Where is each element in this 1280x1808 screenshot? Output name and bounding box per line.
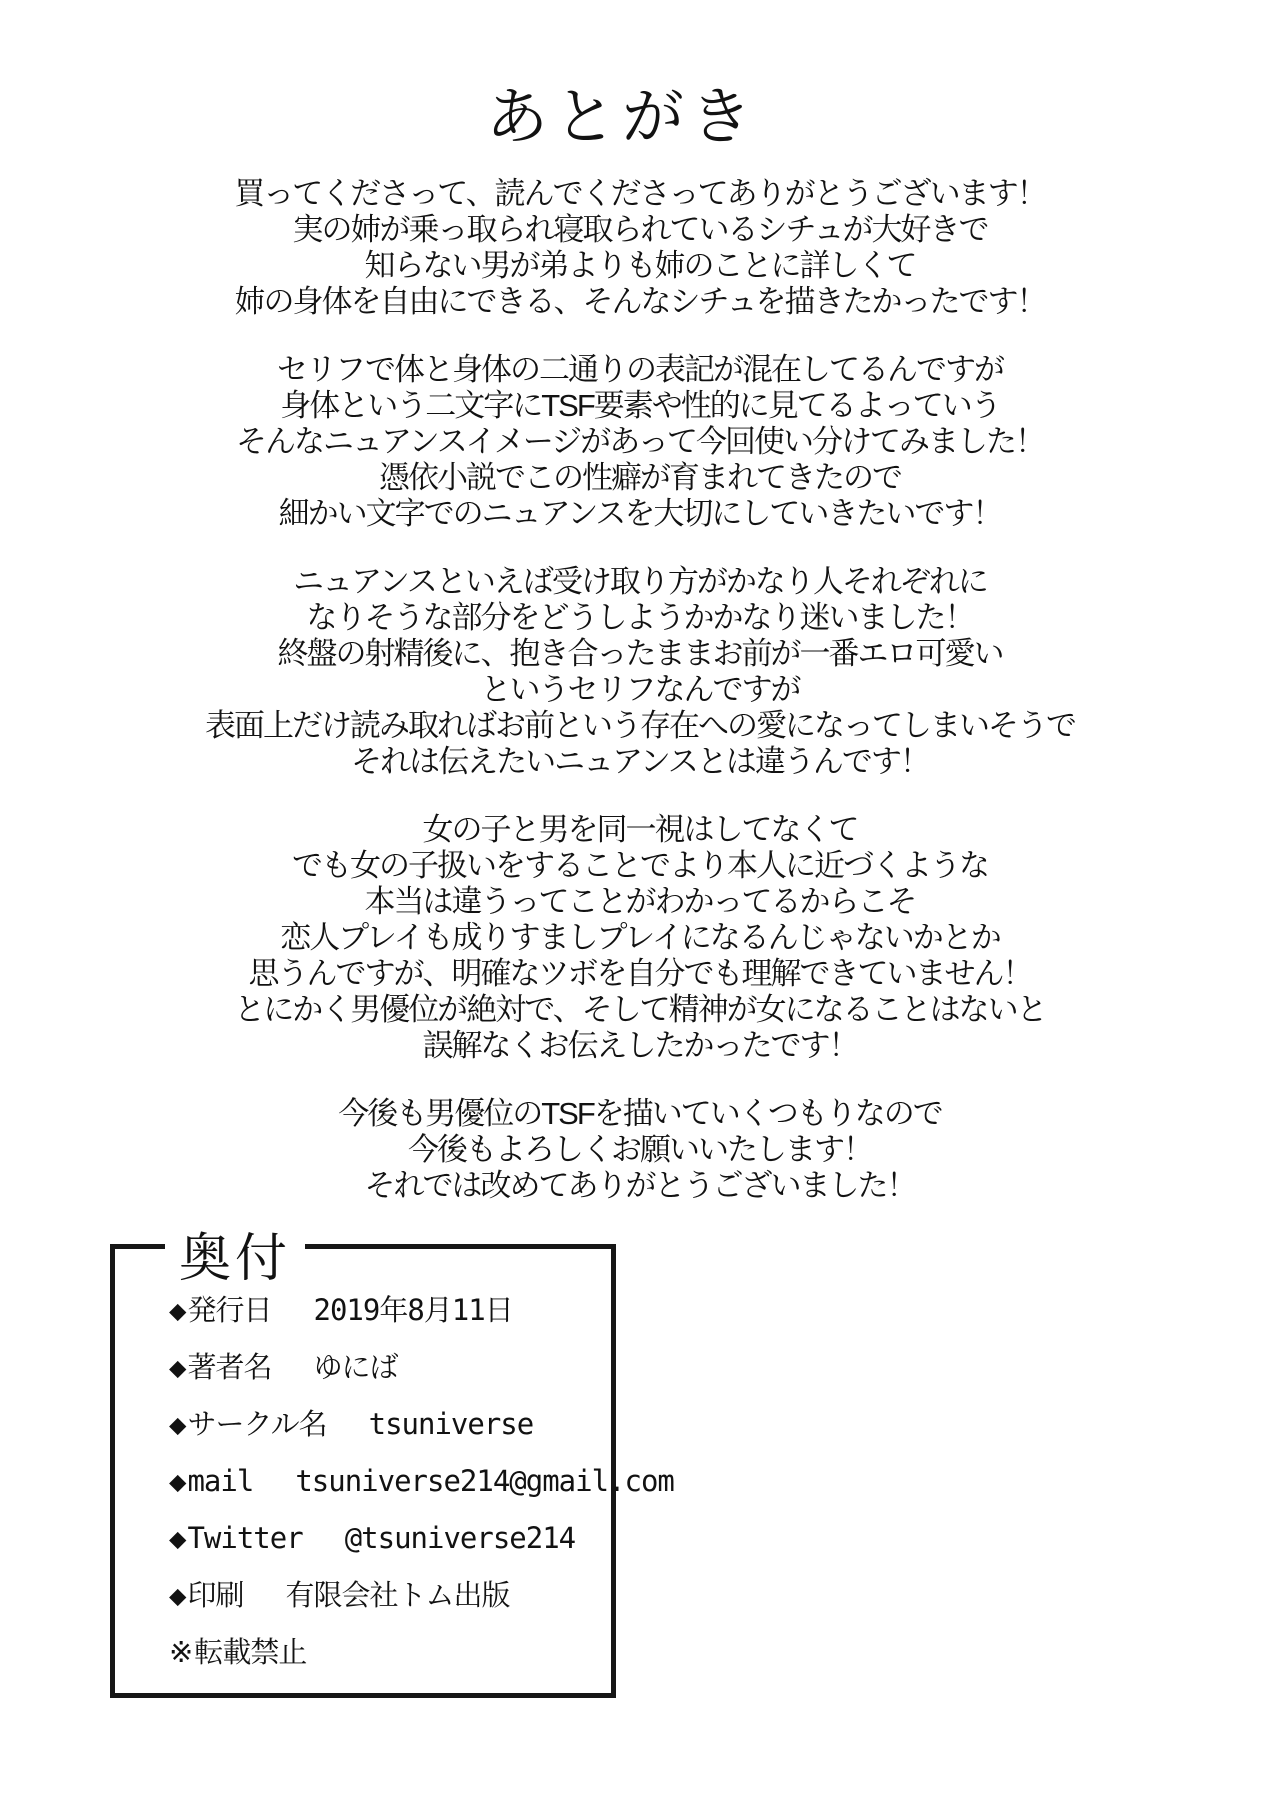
text-line: 知らない男が弟よりも姉のことに詳しくて [364,248,916,283]
colophon-row-printer [169,1567,601,1624]
paragraph-closing [0,1096,1280,1204]
colophon-value: 2019年8月11日 [313,1293,513,1327]
diamond-bullet-icon: ◆ [169,1350,186,1384]
colophon-row-author [169,1339,601,1396]
diamond-bullet-icon: ◆ [169,1521,186,1555]
colophon-box [110,1230,674,1698]
colophon-value: tsuniverse214@gmail.com [295,1464,674,1498]
colophon-row-twitter [169,1510,601,1567]
colophon-value: 有限会社トム出版 [285,1578,510,1612]
text-line: 女の子と男を同一視はしてなくて [422,812,858,847]
text-line: 思うんですが、明確なツボを自分でも理解できていません！ [248,956,1032,991]
text-line: 今後も男優位のTSFを描いていくつもりなので [338,1096,942,1131]
diamond-bullet-icon: ◆ [169,1407,186,1441]
colophon-label: 著者名 [187,1350,272,1384]
paragraph-nuance [0,564,1280,780]
text-line: 今後もよろしくお願いいたします！ [408,1132,872,1167]
colophon-value: ゆにば [313,1350,398,1384]
text-line: 憑依小説でこの性癖が育まれてきたので [379,460,901,495]
text-line: 誤解なくお伝えしたかったです！ [422,1028,858,1063]
text-line: 姉の身体を自由にできる、そんなシチュを描きたかったです！ [234,284,1046,319]
text-line: それでは改めてありがとうございました！ [364,1168,916,1203]
text-line: 実の姉が乗っ取られ寝取られているシチュが大好きで [292,212,988,247]
colophon-label: 発行日 [187,1293,272,1327]
colophon-label: 印刷 [187,1578,244,1612]
paragraph-notation [0,352,1280,532]
text-line: 買ってくださって、読んでくださってありがとうございます！ [234,176,1046,211]
colophon-value: tsuniverse [368,1407,534,1441]
page-title: あとがき [485,83,758,152]
colophon-row-no-reproduction [169,1624,601,1681]
reference-mark-icon: ※ [169,1635,193,1669]
text-line: でも女の子扱いをすることでより本人に近づくような [292,848,988,883]
colophon-label: サークル名 [187,1407,327,1441]
diamond-bullet-icon: ◆ [169,1293,186,1327]
colophon-label: 転載禁止 [194,1635,307,1669]
text-line: セリフで体と身体の二通りの表記が混在してるんですが [277,352,1003,387]
colophon-row-circle [169,1396,601,1453]
text-line: 細かい文字でのニュアンスを大切にしていきたいです！ [278,496,1002,531]
diamond-bullet-icon: ◆ [169,1464,186,1498]
paragraph-thanks [0,176,1280,320]
text-line: なりそうな部分をどうしようかかなり迷いました！ [306,600,974,635]
colophon-value: @tsuniverse214 [344,1521,576,1555]
text-line: とにかく男優位が絶対で、そして精神が女になることはないと [234,992,1046,1027]
colophon-label: mail [187,1464,254,1498]
text-line: 表面上だけ読み取ればお前という存在への愛になってしまいそうで [205,708,1075,743]
text-line: それは伝えたいニュアンスとは違うんです！ [351,744,929,779]
text-line: そんなニュアンスイメージがあって今回使い分けてみました！ [236,424,1044,459]
diamond-bullet-icon: ◆ [169,1578,186,1612]
text-line: 本当は違うってことがわかってるからこそ [364,884,916,919]
text-line: 恋人プレイも成りすましプレイになるんじゃないかとか [280,920,1000,955]
paragraph-philosophy [0,812,1280,1064]
text-line: 終盤の射精後に、抱き合ったままお前が一番エロ可愛い [277,636,1003,671]
colophon-row-mail [169,1453,674,1510]
colophon-title: 奥付 [165,1233,305,1285]
colophon-rows [169,1282,674,1681]
text-line: ニュアンスといえば受け取り方がかなり人それぞれに [293,564,987,599]
colophon-label: Twitter [187,1521,303,1555]
colophon-row-publish-date [169,1282,601,1339]
text-line: というセリフなんですが [480,672,800,707]
text-line: 身体という二文字にTSF要素や性的に見てるよっていう [280,388,1000,423]
